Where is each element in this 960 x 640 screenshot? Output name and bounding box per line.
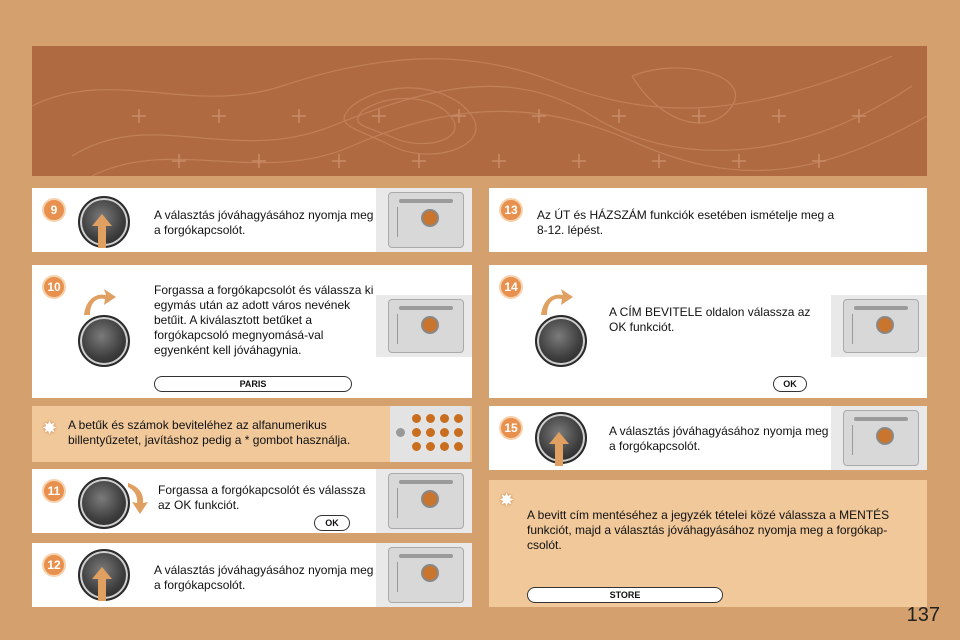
tip-text: A bevitt cím mentéséhez a jegyzék tételei közé válassza a MENTÉS funkciót, majd a választás jóváhagyásához nyomja meg a forgókap-csolót.: [527, 508, 890, 552]
ok-display-label: OK: [314, 515, 350, 531]
step-number: 15: [499, 416, 523, 440]
radio-unit-icon: [376, 188, 472, 252]
step-14-card: [489, 265, 927, 398]
rotary-knob-icon: [535, 315, 587, 367]
rotary-knob-icon: [78, 315, 130, 367]
header-banner: [32, 46, 927, 176]
step-number: 13: [499, 198, 523, 222]
step-number: 12: [42, 553, 66, 577]
radio-unit-icon: [831, 295, 927, 357]
radio-unit-icon: [831, 406, 927, 470]
page-number: 137: [906, 604, 940, 626]
topographic-pattern: [32, 46, 927, 176]
paris-display-label: PARIS: [154, 376, 352, 392]
step-10-card: [32, 265, 472, 398]
push-arrow-icon: [549, 432, 569, 466]
step-number: 14: [499, 275, 523, 299]
step-text: A CÍM BEVITELE oldalon válassza az OK funkciót.: [609, 305, 811, 334]
rotary-knob-icon: [78, 477, 130, 529]
store-display-label: STORE: [527, 587, 723, 603]
step-number: 9: [42, 198, 66, 222]
step-text: A választás jóváhagyásához nyomja meg a forgókapcsolót.: [609, 424, 829, 453]
keypad-icon: [390, 406, 470, 462]
step-9-card: [32, 188, 472, 252]
step-12-card: [32, 543, 472, 607]
step-text: Az ÚT és HÁZSZÁM funkciók esetében ismételje meg a 8-12. lépést.: [537, 208, 835, 237]
step-text: A választás jóváhagyásához nyomja meg a forgókapcsolót.: [154, 563, 374, 592]
step-text: A választás jóváhagyásához nyomja meg a forgókapcsolót.: [154, 208, 374, 237]
rotate-down-arrow-icon: [126, 481, 152, 515]
radio-unit-icon: [376, 469, 472, 533]
step-11-card: [32, 469, 472, 533]
rotate-arrow-icon: [539, 287, 575, 317]
step-number: 10: [42, 275, 66, 299]
step-15-card: [489, 406, 927, 470]
radio-unit-icon: [376, 543, 472, 607]
push-arrow-icon: [92, 214, 112, 248]
rotate-arrow-icon: [82, 287, 118, 317]
step-13-card: [489, 188, 927, 252]
sun-icon: ✸: [42, 418, 58, 438]
push-arrow-icon: [92, 567, 112, 601]
radio-unit-icon: [376, 295, 472, 357]
step-number: 11: [42, 479, 66, 503]
tip-text: A betűk és számok beviteléhez az alfanumerikus billentyűzetet, javításhoz pedig a * gombot használja.: [68, 418, 351, 447]
step-text: Forgassa a forgókapcsolót és válassza ki egymás után az adott város nevének betűit. A kiválasztott betűket a forgókapcsoló megnyomásá-val egyenként kell jóváhagynia.: [154, 283, 374, 357]
ok-display-label: OK: [773, 376, 807, 392]
tip-card-store: [489, 480, 927, 607]
sun-icon: ✸: [499, 490, 515, 510]
step-text: Forgassa a forgókapcsolót és válassza az OK funkciót.: [158, 483, 366, 512]
